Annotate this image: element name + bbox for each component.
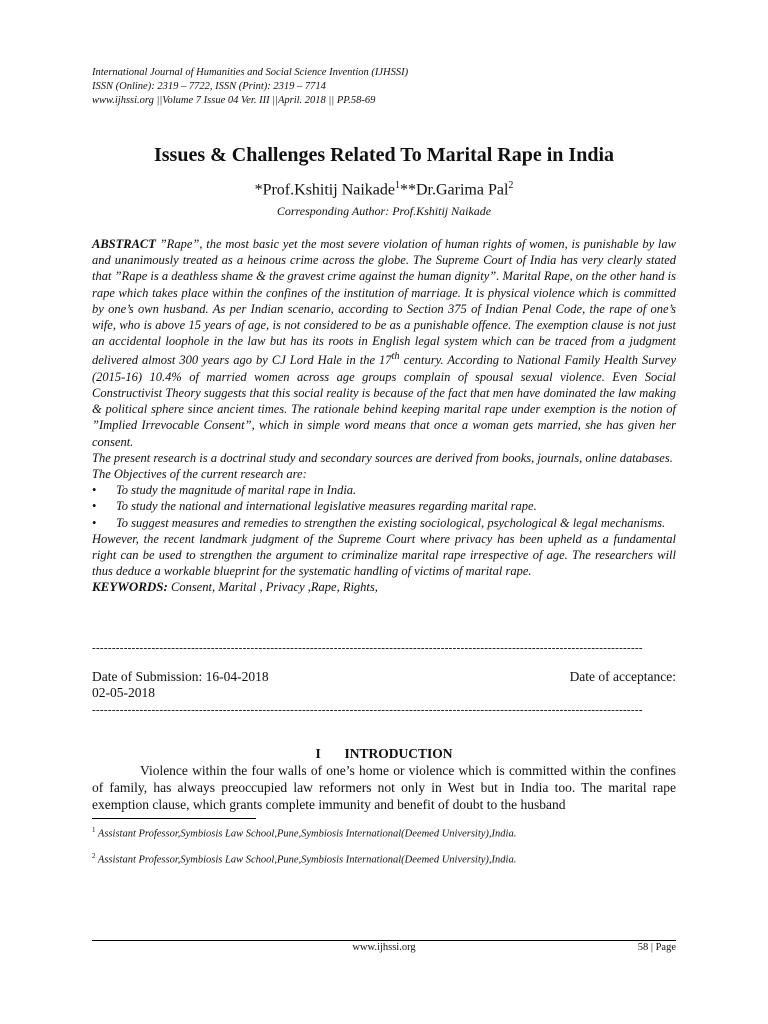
list-item [92, 482, 676, 498]
abstract [92, 236, 676, 596]
introduction-paragraph: Violence within the four walls of one’s home or violence which is committed within the confines of family, has always preoccupied law reformers not only in West but in India too. The marital rape exemption clause, which grants complete immunity and benefit of doubt to the husband [92, 763, 676, 812]
objective-text: To study the magnitude of marital rape in India. [116, 483, 357, 498]
section-heading [92, 746, 676, 762]
abstract-paragraph-3: The Objectives of the current research are: [92, 467, 307, 481]
author-1: *Prof.Kshitij Naikade [254, 181, 395, 199]
list-item [92, 498, 676, 514]
keywords-line [92, 579, 676, 595]
footnote-rule [92, 818, 256, 819]
acceptance-label: Date of acceptance: [569, 669, 676, 684]
paper-page [92, 0, 676, 1024]
paper-title: Issues & Challenges Related To Marital Rape in India [153, 144, 615, 166]
abstract-paragraph-1 [92, 236, 676, 450]
footnote-mark: 1 [92, 826, 96, 834]
corresponding-author: Corresponding Author: Prof.Kshitij Naikade [276, 204, 492, 218]
journal-volume: www.ijhssi.org ||Volume 7 Issue 04 Ver. III ||April. 2018 || PP.58-69 [92, 95, 376, 106]
dates-block [92, 669, 676, 701]
separator-top: ------------------------------------------------------------------------------------------------------------------------------------------- [92, 642, 643, 654]
separator-bottom: ------------------------------------------------------------------------------------------------------------------------------------------- [92, 704, 643, 716]
bullet-icon: • [92, 515, 97, 530]
footnote-text: Assistant Professor,Symbiosis Law School,Pune,Symbiosis International(Deemed University),India. [95, 828, 517, 840]
footnote-2 [92, 852, 676, 866]
page-number: 58 | Page [637, 942, 676, 953]
footer-website: www.ijhssi.org [352, 942, 416, 953]
author-2-affiliation-mark: 2 [508, 180, 514, 191]
author-1-affiliation-mark: 1 [395, 180, 400, 191]
bullet-icon: • [92, 499, 97, 514]
footnote-text: Assistant Professor,Symbiosis Law School,Pune,Symbiosis International(Deemed University),India. [95, 854, 517, 866]
journal-issn: ISSN (Online): 2319 – 7722, ISSN (Print): 2319 – 7714 [92, 81, 326, 92]
footer-rule [92, 940, 676, 941]
section-title: INTRODUCTION [344, 746, 453, 761]
keywords-label: KEYWORDS: [92, 579, 168, 595]
journal-name: International Journal of Humanities and Social Science Invention (IJHSSI) [92, 67, 409, 78]
section-number: I [315, 746, 321, 761]
abstract-text-1a: ”Rape”, the most basic yet the most severe violation of human rights of women, is punishable by law and unanimously treated as a heinous crime across the globe. The Supreme Court of India has very clearly stated that ”Rape is a deathless shame & the gravest crime against the human dignity”. Marital Rape, on the other hand is rape which takes place within the confines of the institution of marriage. It is physical violence which is committed by one’s own husband. As per Indian scenario, according to Section 375 of Indian Penal Code, the rape of one’s wife, who is above 15 years of age, is not considered to be as a punishable offence. The exemption clause is not just an accidental loophole in the law but has its roots in English legal system which can be traced from a judgment delivered almost 300 years ago by CJ Lord Hale in the 17 [92, 237, 676, 368]
keywords-text: Consent, Marital , Privacy ,Rape, Rights, [167, 580, 378, 595]
footnote-1 [92, 826, 676, 840]
abstract-paragraph-4: However, the recent landmark judgment of the Supreme Court where privacy has been upheld as a fundamental right can be used to strengthen the argument to criminalize marital rape irrespective of age. The researchers will thus deduce a workable blueprint for the systematic handling of victims of marital rape. [92, 531, 676, 579]
journal-header [92, 66, 676, 108]
submission-date: Date of Submission: 16-04-2018 [92, 669, 269, 684]
abstract-superscript: th [391, 351, 400, 363]
abstract-paragraph-2: The present research is a doctrinal study and secondary sources are derived from books, journals, online databases. [92, 450, 673, 465]
abstract-text-1b: century. According to National Family Health Survey (2015-16) 10.4% of married women across age groups complain of spousal sexual violence. Even Social Constructivist Theory suggests that this social reality is because of the fact that men have dominated the law making & political sphere since ancient times. The rationale behind keeping marital rape under exemption is the notion of ”Implied Irrevocable Consent”, which in simple word means that once a woman gets married, she has given her consent. [92, 353, 677, 449]
objective-text: To study the national and international legislative measures regarding marital rape. [116, 499, 537, 514]
author-2: **Dr.Garima Pal [400, 181, 509, 199]
bullet-icon: • [92, 483, 97, 498]
author-line [92, 180, 676, 199]
footnote-mark: 2 [92, 852, 96, 860]
acceptance-date: 02-05-2018 [92, 685, 155, 700]
objective-text: To suggest measures and remedies to strengthen the existing sociological, psychological & legal mechanisms. [116, 515, 666, 530]
abstract-label: ABSTRACT [92, 237, 156, 251]
list-item [92, 515, 676, 531]
objectives-list [92, 482, 676, 531]
